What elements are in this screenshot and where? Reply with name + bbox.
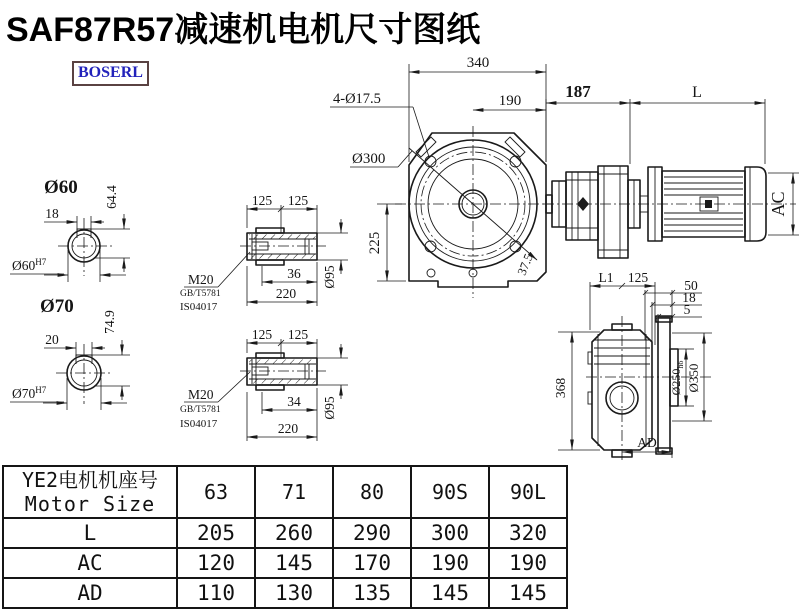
gearbox-motor-side-view bbox=[543, 166, 796, 258]
cell: 320 bbox=[489, 518, 567, 548]
dim-label: Ø60 bbox=[44, 177, 78, 198]
dim-label: 125 bbox=[287, 193, 309, 208]
dim-label: 34 bbox=[287, 394, 301, 409]
shaft-end-view-70 bbox=[10, 296, 130, 410]
dim-label: 18 bbox=[45, 206, 59, 221]
dim-label: 125 bbox=[251, 193, 273, 208]
dim-label: AD bbox=[637, 435, 657, 450]
dim-label: 125 bbox=[287, 327, 309, 342]
cell: 170 bbox=[333, 548, 411, 578]
table-header-col: 90L bbox=[489, 466, 567, 518]
dim-label: $Ø60^{H7}$ bbox=[12, 257, 47, 273]
table-header-row bbox=[3, 466, 567, 518]
hollow-shaft-view-2 bbox=[180, 327, 348, 441]
cell: 300 bbox=[411, 518, 489, 548]
page-title: SAF87R57减速机电机尺寸图纸 bbox=[6, 11, 481, 49]
cell: 120 bbox=[177, 548, 255, 578]
dim-label: 340 bbox=[466, 55, 490, 71]
dim-label: 4-Ø17.5 bbox=[333, 91, 381, 107]
dim-label: Ø70 bbox=[40, 296, 74, 317]
dim-label: 220 bbox=[275, 286, 297, 301]
dim-label: 74.9 bbox=[102, 310, 117, 334]
dim-label: 190 bbox=[498, 93, 522, 109]
dim-label: 36 bbox=[287, 266, 301, 281]
dim-label: $Ø250_{h6}$ bbox=[669, 360, 685, 396]
dim-label: 18 bbox=[682, 290, 696, 305]
dim-label: $Ø70^{H7}$ bbox=[12, 385, 47, 401]
cell: 260 bbox=[255, 518, 333, 548]
cell: 190 bbox=[411, 548, 489, 578]
brand-logo: BOSERL bbox=[72, 61, 149, 86]
dim-label: Ø300 bbox=[352, 151, 386, 167]
dim-label: 125 bbox=[251, 327, 273, 342]
dim-label: 64.4 bbox=[104, 185, 119, 209]
cell: 205 bbox=[177, 518, 255, 548]
dim-label: L bbox=[692, 84, 702, 101]
table-row-L bbox=[3, 518, 567, 548]
cell: 145 bbox=[489, 578, 567, 608]
row-label: AC bbox=[3, 548, 177, 578]
row-label: L bbox=[3, 518, 177, 548]
dim-label: 187 bbox=[565, 82, 591, 101]
dim-label: M20 bbox=[188, 387, 214, 402]
dim-label: Ø350 bbox=[686, 363, 701, 393]
dim-label: Ø95 bbox=[322, 396, 337, 420]
table-header-col: 90S bbox=[411, 466, 489, 518]
dim-label: 368 bbox=[553, 377, 568, 399]
dim-label: GB/T5781 bbox=[180, 405, 221, 415]
table-header-col: 71 bbox=[255, 466, 333, 518]
shaft-end-view-60 bbox=[10, 177, 130, 282]
dim-label: Ø95 bbox=[322, 265, 337, 289]
dim-label: 20 bbox=[45, 332, 59, 347]
dim-label: L1 bbox=[598, 270, 614, 285]
cell: 135 bbox=[333, 578, 411, 608]
motor-dimension-table bbox=[2, 465, 568, 609]
cell: 290 bbox=[333, 518, 411, 548]
cell: 110 bbox=[177, 578, 255, 608]
table-header-motor-size bbox=[3, 466, 177, 518]
motor-dimensions bbox=[546, 82, 799, 235]
dim-label: IS04017 bbox=[180, 418, 218, 430]
dim-label: 225 bbox=[367, 231, 383, 255]
dim-label: 125 bbox=[627, 270, 649, 285]
dim-label: 220 bbox=[277, 421, 299, 436]
hollow-shaft-view-1 bbox=[180, 193, 348, 313]
output-flange-view bbox=[553, 270, 714, 462]
header-line-en: Motor Size bbox=[24, 492, 156, 516]
cell: 190 bbox=[489, 548, 567, 578]
dim-label: M20 bbox=[188, 272, 214, 287]
dim-label: IS04017 bbox=[180, 301, 218, 313]
front-view-dimensions bbox=[330, 55, 546, 281]
table-row-AC bbox=[3, 548, 567, 578]
table-header-col: 63 bbox=[177, 466, 255, 518]
dim-label: 37.5 bbox=[514, 251, 536, 278]
cell: 145 bbox=[255, 548, 333, 578]
dim-label: AC bbox=[768, 191, 788, 217]
dim-label: 5 bbox=[683, 302, 691, 317]
cell: 145 bbox=[411, 578, 489, 608]
table-row-AD bbox=[3, 578, 567, 608]
dim-label: GB/T5781 bbox=[180, 289, 221, 299]
header-line-cn: YE2电机机座号 bbox=[21, 468, 159, 492]
dim-label: 50 bbox=[684, 278, 698, 293]
cell: 130 bbox=[255, 578, 333, 608]
row-label: AD bbox=[3, 578, 177, 608]
table-header-col: 80 bbox=[333, 466, 411, 518]
